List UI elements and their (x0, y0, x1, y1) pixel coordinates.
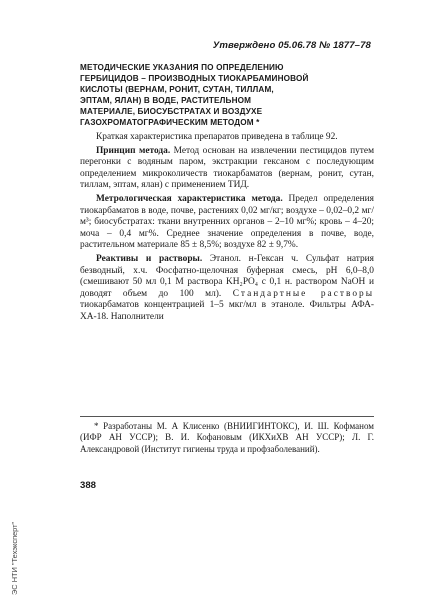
side-stamp: ЭС НТИ "Техэксперт" (10, 521, 19, 595)
reagents-label: Реактивы и растворы. (96, 253, 203, 264)
title-line: ГЕРБИЦИДОВ – ПРОИЗВОДНЫХ ТИОКАРБАМИНОВОЙ (80, 74, 309, 83)
intro-paragraph: Краткая характеристика препаратов приведена в таблице 92. (96, 132, 338, 142)
title-line: МЕТОДИЧЕСКИЕ УКАЗАНИЯ ПО ОПРЕДЕЛЕНИЮ (80, 63, 284, 72)
title-line: ГАЗОХРОМАТОГРАФИЧЕСКИМ МЕТОДОМ * (80, 118, 260, 127)
principle-text: Метод основан на извлечении пестицидов путем перегонки с водяным паром, экстракции гексаном с последующим определением микроколичеств тиокарбаматов (вернам, ронит, сутан, тиллам, эптам, ялан) с применением ТИД. (80, 145, 374, 191)
footnote: * Разработаны М. А Клисенко (ВНИИГИНТОКС), И. Ш. Кофманом (ИФР АН УССР); В. И. Кофановым (ИКХиХВ АН УССР); Л. Г. Александровой (Институт гигиены труда и профзаболеваний). (80, 421, 374, 454)
reagents-text: Этанол. н-Гексан ч. Сульфат натрия безводный, х.ч. Фосфатно-щелочная буферная смесь, pH 6,0–8,0 (смешивают 50 мл 0,1 М раствора KH₂PO₄ с 0,1 н. раствором NaOH и доводят объем до 100 мл). (80, 253, 374, 299)
title-line: ЭПТАМ, ЯЛАН) В ВОДЕ, РАСТИТЕЛЬНОМ (80, 96, 252, 105)
standard-label: Стандартные растворы (232, 288, 374, 299)
title-line: МАТЕРИАЛЕ, БИОСУБСТРАТАХ И ВОЗДУХЕ (80, 107, 263, 116)
document-body (80, 132, 374, 326)
metrology-text: Предел определения тиокарбаматов в воде, почве, растениях 0,02 мг/кг; воздухе – 0,02–0,2 мг/м³; биосубстратах: ткани внутренних органов – 2–10 мг%; кровь – 4–20; моча – 0,4 мг%. Среднее значение определения в почве, воде, растительном материале 85 ± 8,5%; воздухе 82 ± 9,7%. (80, 193, 374, 251)
footnote-divider (80, 416, 374, 417)
principle-label: Принцип метода. (96, 145, 171, 156)
reagents-paragraph (80, 254, 374, 324)
metrology-label: Метрологическая характеристика метода. (96, 193, 283, 204)
page-number: 388 (80, 480, 97, 491)
metrology-paragraph (80, 194, 374, 252)
standard-text: тиокарбаматов концентрацией 1–5 мкг/мл в этаноле. Фильтры АФА-ХА-18. Наполнители (80, 300, 374, 322)
document-title (80, 62, 370, 128)
approval-line: Утверждено 05.06.78 № 1877–78 (212, 40, 371, 51)
principle-paragraph (80, 146, 374, 192)
title-line: КИСЛОТЫ (ВЕРНАМ, РОНИТ, СУТАН, ТИЛЛАМ, (80, 85, 274, 94)
